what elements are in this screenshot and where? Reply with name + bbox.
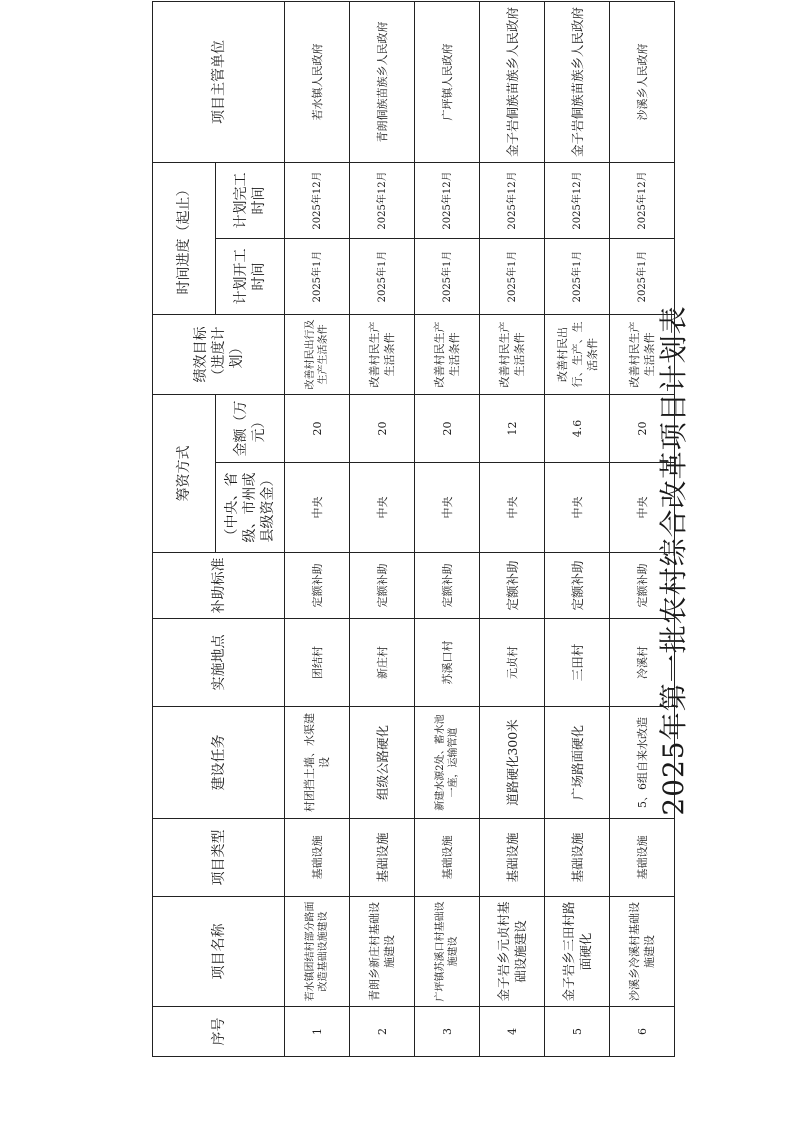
cell-seq: 5: [545, 1007, 610, 1057]
cell-funding-source: 中央: [610, 463, 675, 553]
table-row: [545, 2, 610, 1057]
cell-project-name: 金子岩乡元贞村基础设施建设: [480, 897, 545, 1007]
cell-task: 广场路面硬化: [545, 707, 610, 819]
cell-task: 组级公路硬化: [350, 707, 415, 819]
cell-task: 5、6组自来水改造: [610, 707, 675, 819]
cell-unit: 金子岩侗族苗族乡人民政府: [545, 2, 610, 163]
cell-goal: 改善村民出行及生产生活条件: [285, 315, 350, 395]
header-subsidy-standard: 补助标准: [153, 553, 285, 619]
cell-seq: 2: [350, 1007, 415, 1057]
project-plan-table: [152, 1, 675, 1057]
cell-start: 2025年1月: [480, 239, 545, 315]
cell-task: 村团挡土墙、水渠建设: [285, 707, 350, 819]
cell-subsidy: 定额补助: [285, 553, 350, 619]
header-amount: 金额（万元）: [216, 395, 285, 463]
header-funding-group: 筹资方式: [153, 395, 216, 553]
cell-project-name: 广坪镇苏溪口村基础设施建设: [415, 897, 480, 1007]
table-row: [480, 2, 545, 1057]
cell-seq: 6: [610, 1007, 675, 1057]
header-tasks: 建设任务: [153, 707, 285, 819]
cell-amount: 20: [285, 395, 350, 463]
table-row: [415, 2, 480, 1057]
cell-start: 2025年1月: [545, 239, 610, 315]
cell-seq: 4: [480, 1007, 545, 1057]
cell-subsidy: 定额补助: [545, 553, 610, 619]
cell-end: 2025年12月: [545, 163, 610, 239]
cell-start: 2025年1月: [610, 239, 675, 315]
cell-project-type: 基础设施: [350, 819, 415, 897]
cell-location: 团结村: [285, 619, 350, 707]
cell-amount: 4.6: [545, 395, 610, 463]
cell-amount: 20: [610, 395, 675, 463]
cell-end: 2025年12月: [350, 163, 415, 239]
cell-unit: 若水镇人民政府: [285, 2, 350, 163]
cell-project-type: 基础设施: [545, 819, 610, 897]
cell-start: 2025年1月: [350, 239, 415, 315]
cell-funding-source: 中央: [350, 463, 415, 553]
header-end: 计划完工时间: [216, 163, 285, 239]
header-funding-source: （中央、省级、市州或县级资金）: [216, 463, 285, 553]
cell-project-name: 青朗乡新庄村基础设施建设: [350, 897, 415, 1007]
cell-end: 2025年12月: [610, 163, 675, 239]
header-project-name: 项目名称: [153, 897, 285, 1007]
cell-task: 道路硬化300米: [480, 707, 545, 819]
cell-task: 新建水源2处、蓄水池一座，运输管道: [415, 707, 480, 819]
header-seq: 序号: [153, 1007, 285, 1057]
cell-unit: 青朗侗族苗族乡人民政府: [350, 2, 415, 163]
cell-goal: 改善村民出行、生产、生活条件: [545, 315, 610, 395]
cell-project-type: 基础设施: [480, 819, 545, 897]
cell-unit: 金子岩侗族苗族乡人民政府: [480, 2, 545, 163]
cell-seq: 3: [415, 1007, 480, 1057]
cell-subsidy: 定额补助: [415, 553, 480, 619]
cell-location: 三田村: [545, 619, 610, 707]
cell-funding-source: 中央: [415, 463, 480, 553]
cell-start: 2025年1月: [415, 239, 480, 315]
cell-seq: 1: [285, 1007, 350, 1057]
header-location: 实施地点: [153, 619, 285, 707]
cell-project-name: 若水镇团结村部分路面改造基础设施建设: [285, 897, 350, 1007]
cell-location: 冷溪村: [610, 619, 675, 707]
cell-amount: 20: [415, 395, 480, 463]
cell-unit: 广坪镇人民政府: [415, 2, 480, 163]
header-schedule-group: 时间进度（起止）: [153, 163, 216, 315]
document-title: 2025年第一批农村综合改革项目计划表: [657, 305, 690, 816]
cell-amount: 20: [350, 395, 415, 463]
header-project-type: 项目类型: [153, 819, 285, 897]
cell-location: 新庄村: [350, 619, 415, 707]
cell-location: 元贞村: [480, 619, 545, 707]
cell-goal: 改善村民生产生活条件: [610, 315, 675, 395]
header-start: 计划开工时间: [216, 239, 285, 315]
cell-project-name: 金子岩乡三田村路面硬化: [545, 897, 610, 1007]
cell-project-type: 基础设施: [415, 819, 480, 897]
cell-project-type: 基础设施: [610, 819, 675, 897]
cell-amount: 12: [480, 395, 545, 463]
cell-end: 2025年12月: [415, 163, 480, 239]
cell-subsidy: 定额补助: [610, 553, 675, 619]
table-row: [610, 2, 675, 1057]
cell-end: 2025年12月: [480, 163, 545, 239]
header-goal: 绩效目标（进度计划）: [153, 315, 285, 395]
cell-subsidy: 定额补助: [350, 553, 415, 619]
cell-funding-source: 中央: [545, 463, 610, 553]
cell-unit: 沙溪乡人民政府: [610, 2, 675, 163]
cell-subsidy: 定额补助: [480, 553, 545, 619]
cell-project-type: 基础设施: [285, 819, 350, 897]
cell-funding-source: 中央: [480, 463, 545, 553]
cell-goal: 改善村民生产生活条件: [480, 315, 545, 395]
cell-start: 2025年1月: [285, 239, 350, 315]
cell-location: 苏溪口村: [415, 619, 480, 707]
table-row: [285, 2, 350, 1057]
header-unit: 项目主管单位: [153, 2, 285, 163]
cell-goal: 改善村民生产生活条件: [415, 315, 480, 395]
cell-goal: 改善村民生产生活条件: [350, 315, 415, 395]
table-row: [350, 2, 415, 1057]
cell-end: 2025年12月: [285, 163, 350, 239]
cell-project-name: 沙溪乡冷溪村基础设施建设: [610, 897, 675, 1007]
cell-funding-source: 中央: [285, 463, 350, 553]
